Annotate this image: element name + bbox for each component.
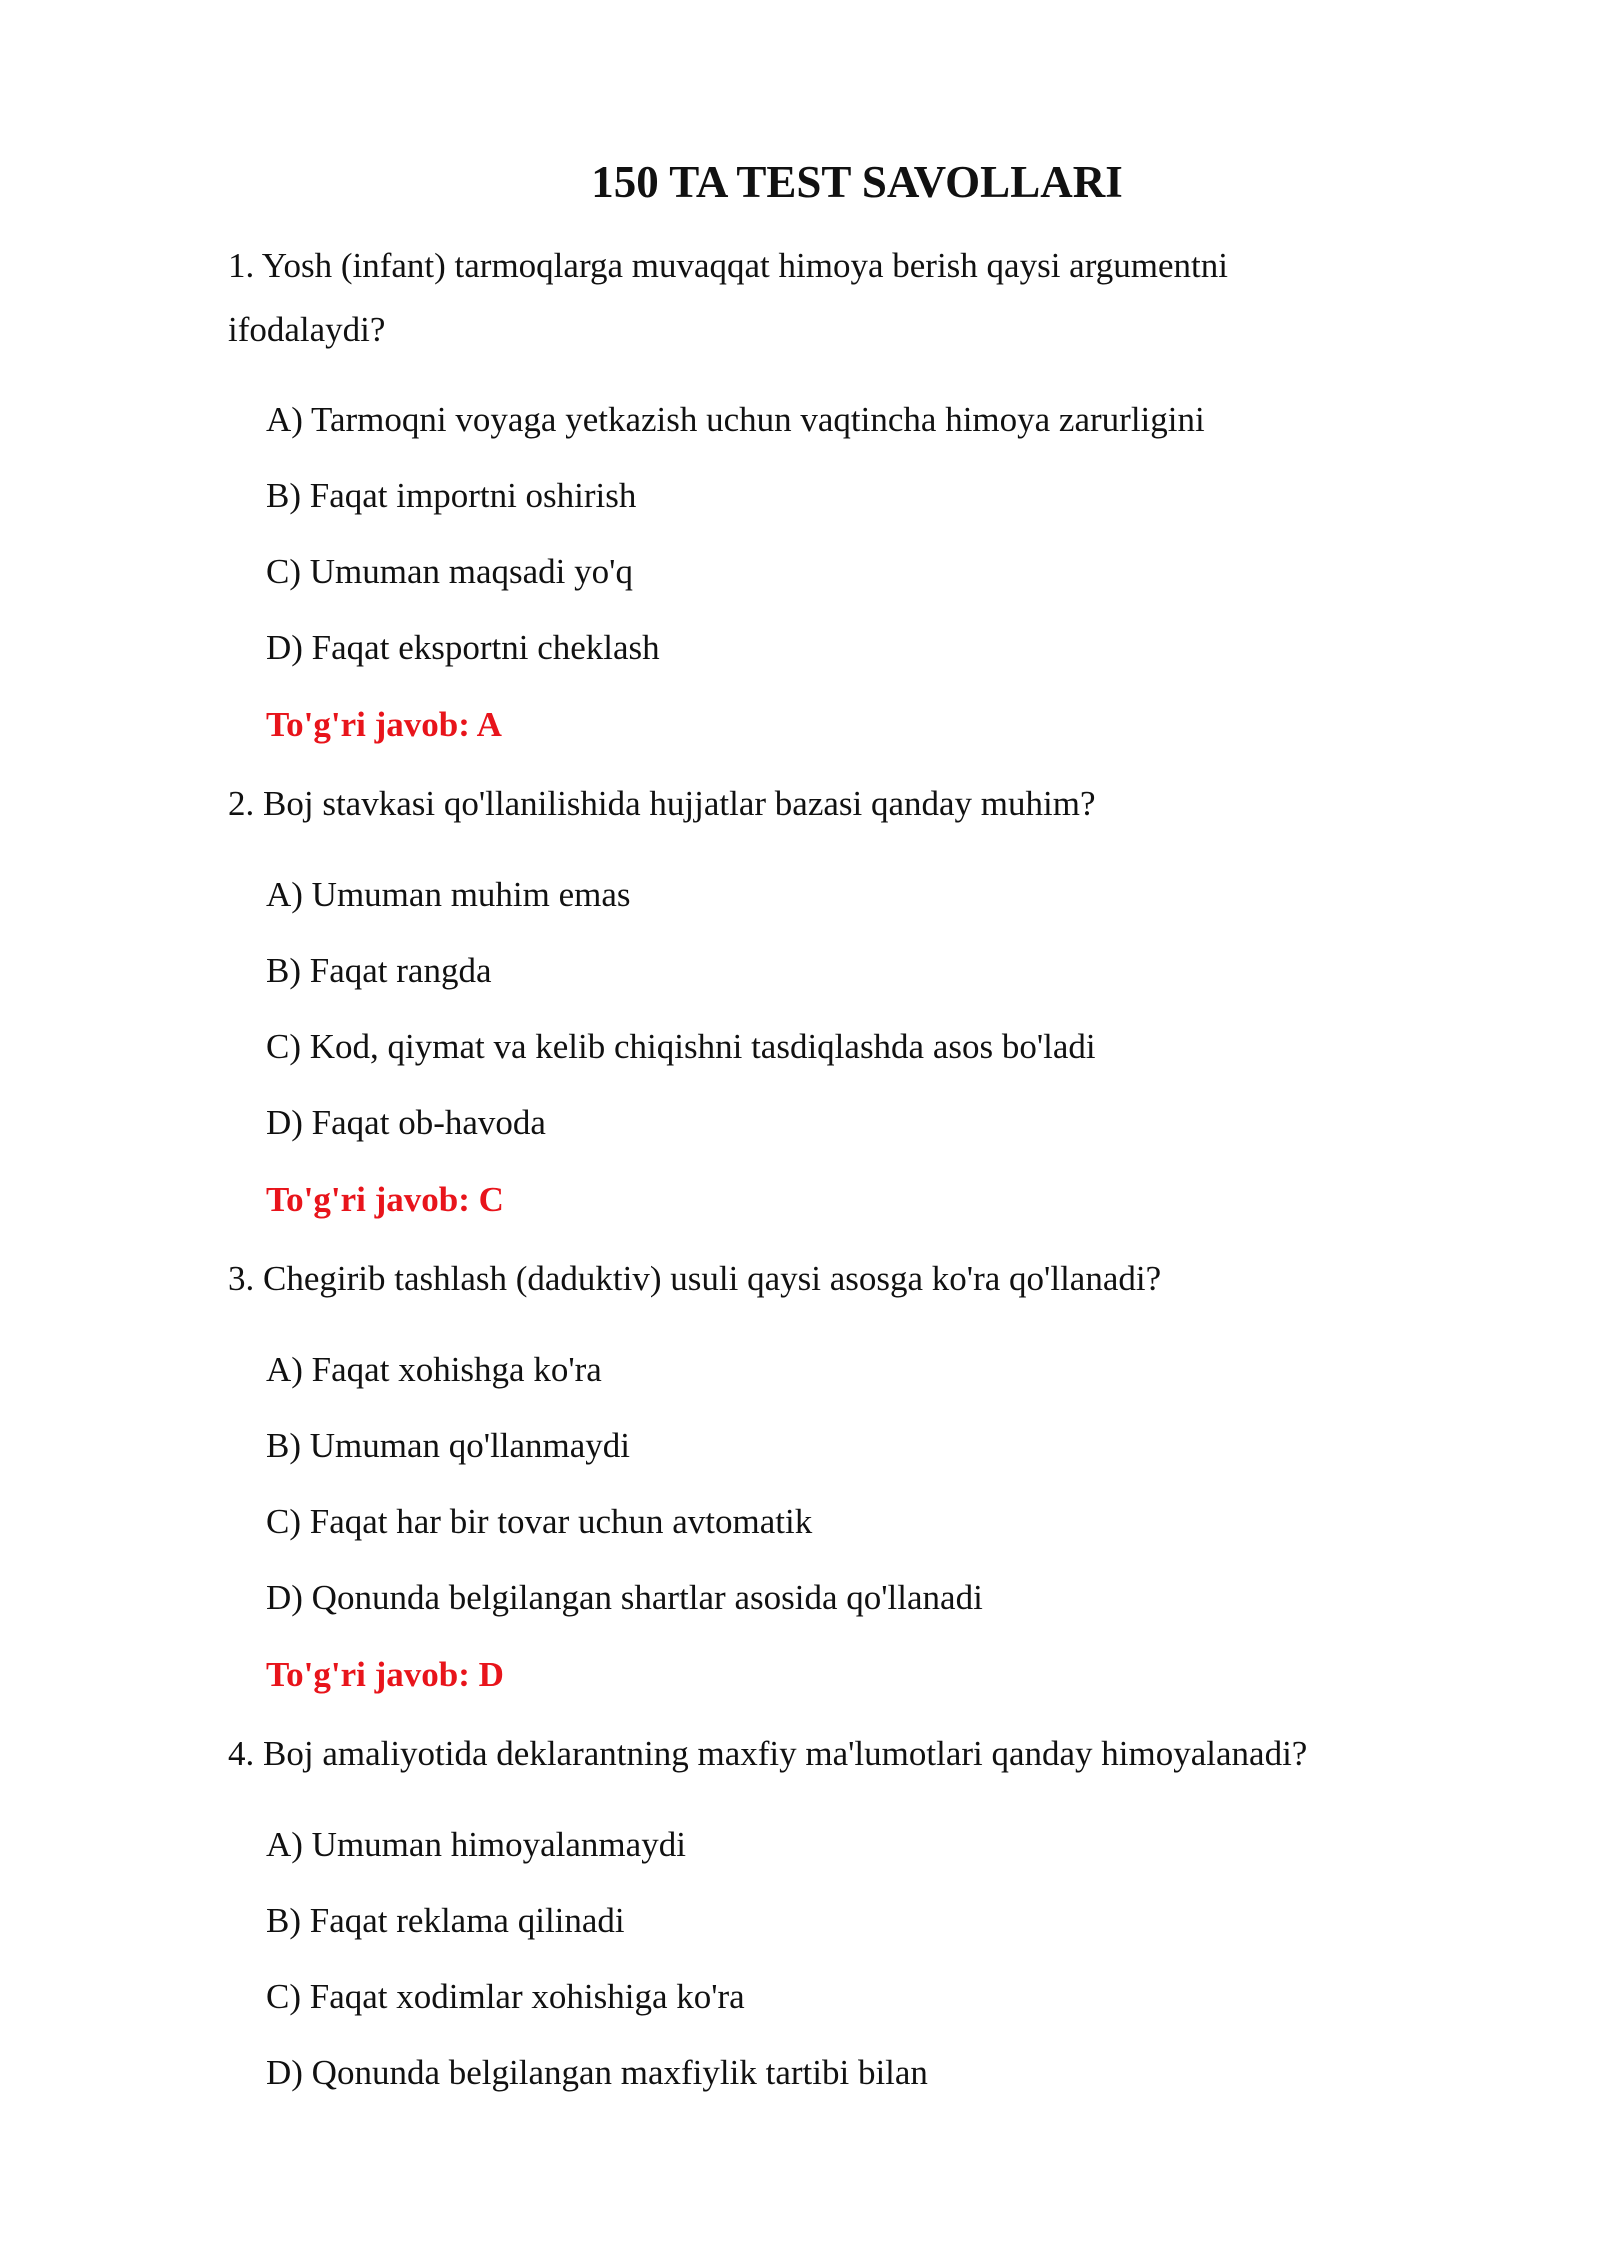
question-3-text: 3. Chegirib tashlash (daduktiv) usuli qaysi asosga ko'ra qo'llanadi? [228,1259,1162,1298]
question-3-answer: To'g'ri javob: D [266,1655,504,1694]
question-3-option-a: A) Faqat xohishga ko'ra [266,1350,602,1389]
question-3-option-b: B) Umuman qo'llanmaydi [266,1426,631,1465]
question-2-option-a: A) Umuman muhim emas [266,875,631,914]
question-3-option-d: D) Qonunda belgilangan shartlar asosida qo'llanadi [266,1578,983,1617]
question-1-option-b: B) Faqat importni oshirish [266,476,637,515]
question-4-option-d: D) Qonunda belgilangan maxfiylik tartibi bilan [266,2053,928,2092]
page-title: 150 TA TEST SAVOLLARI [591,157,1123,207]
question-4-option-a: A) Umuman himoyalanmaydi [266,1825,686,1864]
question-2-answer: To'g'ri javob: C [266,1180,504,1219]
question-1-option-c: C) Umuman maqsadi yo'q [266,552,633,591]
question-2-option-c: C) Kod, qiymat va kelib chiqishni tasdiqlashda asos bo'ladi [266,1027,1096,1066]
question-1-option-d: D) Faqat eksportni cheklash [266,628,660,667]
question-1-option-a: A) Tarmoqni voyaga yetkazish uchun vaqtincha himoya zarurligini [266,400,1205,439]
question-2-option-b: B) Faqat rangda [266,951,492,990]
question-1-text: 1. Yosh (infant) tarmoqlarga muvaqqat himoya berish qaysi argumentni ifodalaydi? [228,246,1228,349]
question-4-option-b: B) Faqat reklama qilinadi [266,1901,625,1940]
question-4-text: 4. Boj amaliyotida deklarantning maxfiy ma'lumotlari qanday himoyalanadi? [228,1734,1308,1773]
question-2-option-d: D) Faqat ob-havoda [266,1103,546,1142]
question-3-option-c: C) Faqat har bir tovar uchun avtomatik [266,1502,813,1541]
question-4-option-c: C) Faqat xodimlar xohishiga ko'ra [266,1977,745,2016]
question-1-answer: To'g'ri javob: A [266,705,502,744]
question-2-text: 2. Boj stavkasi qo'llanilishida hujjatlar bazasi qanday muhim? [228,784,1096,823]
